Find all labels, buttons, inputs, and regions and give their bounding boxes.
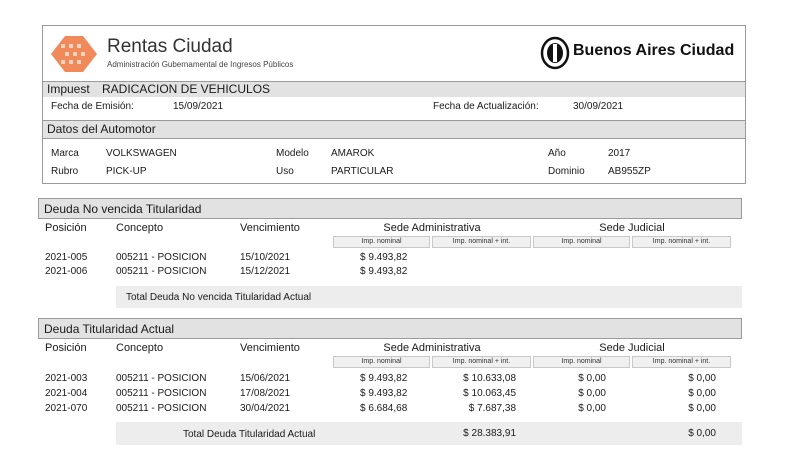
automotor-title: Datos del Automotor [47,122,156,136]
row-posicion: 2021-006 [45,266,88,277]
rentas-logo-icon [51,36,97,72]
uso-value: PARTICULAR [331,166,394,177]
row-posicion: 2021-004 [45,388,88,399]
actual-total-label: Total Deuda Titularidad Actual [183,429,316,440]
row-admin-nominal: $ 9.493,82 [360,373,408,384]
row-jud-int: $ 0,00 [688,403,716,414]
sub-admin-nominal-int: Imp. nominal + int. [432,356,531,368]
row-admin-int: $ 10.633,08 [463,373,516,384]
sub-judicial-nominal-int: Imp. nominal + int. [632,356,731,368]
row-admin-nominal: $ 9.493,82 [360,266,408,277]
marca-value: VOLKSWAGEN [106,148,177,159]
sub-judicial-nominal-int: Imp. nominal + int. [632,236,731,248]
row-concepto: 005211 - POSICION [116,373,207,384]
row-vencimiento: 15/10/2021 [240,252,291,263]
row-vencimiento: 15/12/2021 [240,266,291,277]
row-jud-nominal: $ 0,00 [578,388,606,399]
col-sede-judicial: Sede Judicial [599,222,665,234]
row-concepto: 005211 - POSICION [116,266,207,277]
impuesto-label: Impuest [47,82,90,96]
brand-subtitle: Administración Gubernamental de Ingresos Públicos [107,60,294,69]
dominio-value: AB955ZP [608,166,651,177]
rubro-label: Rubro [51,166,79,177]
table-row [0,403,800,417]
col-posicion: Posición [45,222,87,234]
marca-label: Marca [51,148,79,159]
modelo-value: AMAROK [331,148,375,159]
row-posicion: 2021-003 [45,373,88,384]
sub-judicial-nominal: Imp. nominal [533,236,630,248]
emision-value: 15/09/2021 [173,101,224,112]
no-vencida-total-label: Total Deuda No vencida Titularidad Actual [126,292,312,303]
city-logo-text: Buenos Aires Ciudad [573,42,735,59]
col-vencimiento: Vencimiento [240,342,300,354]
no-vencida-title: Deuda No vencida Titularidad [44,202,202,216]
city-seal-icon [540,36,570,70]
row-posicion: 2021-070 [45,403,88,414]
actualizacion-value: 30/09/2021 [573,101,624,112]
dominio-label: Dominio [548,166,585,177]
rubro-value: PICK-UP [106,166,147,177]
row-jud-int: $ 0,00 [688,388,716,399]
table-row [0,266,800,280]
row-admin-int: $ 7.687,38 [468,403,516,414]
actual-total-admin-int: $ 28.383,91 [463,428,516,439]
row-admin-nominal: $ 9.493,82 [360,252,408,263]
row-admin-nominal: $ 6.684,68 [360,403,408,414]
uso-label: Uso [276,166,294,177]
anio-value: 2017 [608,148,631,159]
col-concepto: Concepto [116,222,164,234]
actual-total-jud-int: $ 0,00 [688,428,716,439]
col-sede-admin: Sede Administrativa [383,342,481,354]
sub-admin-nominal-int: Imp. nominal + int. [432,236,531,248]
impuesto-value: RADICACION DE VEHICULOS [102,82,271,96]
emision-label: Fecha de Emisión: [51,101,134,112]
col-concepto: Concepto [116,342,164,354]
col-vencimiento: Vencimiento [240,222,300,234]
row-posicion: 2021-005 [45,252,88,263]
actual-title: Deuda Titularidad Actual [44,322,175,336]
col-sede-admin: Sede Administrativa [383,222,481,234]
actualizacion-label: Fecha de Actualización: [433,101,539,112]
col-sede-judicial: Sede Judicial [599,342,665,354]
sub-admin-nominal: Imp. nominal [333,356,430,368]
table-row [0,373,800,387]
sub-admin-nominal: Imp. nominal [333,236,430,248]
row-jud-nominal: $ 0,00 [578,373,606,384]
row-vencimiento: 30/04/2021 [240,403,291,414]
row-concepto: 005211 - POSICION [116,388,207,399]
col-posicion: Posición [45,342,87,354]
row-concepto: 005211 - POSICION [116,252,207,263]
table-row [0,252,800,266]
header-box [42,25,746,82]
row-vencimiento: 15/06/2021 [240,373,291,384]
row-admin-nominal: $ 9.493,82 [360,388,408,399]
row-concepto: 005211 - POSICION [116,403,207,414]
brand-title: Rentas Ciudad [107,36,233,57]
table-row [0,388,800,402]
row-vencimiento: 17/08/2021 [240,388,291,399]
modelo-label: Modelo [276,148,309,159]
row-jud-int: $ 0,00 [688,373,716,384]
row-admin-int: $ 10.063,45 [463,388,516,399]
sub-judicial-nominal: Imp. nominal [533,356,630,368]
anio-label: Año [548,148,566,159]
row-jud-nominal: $ 0,00 [578,403,606,414]
